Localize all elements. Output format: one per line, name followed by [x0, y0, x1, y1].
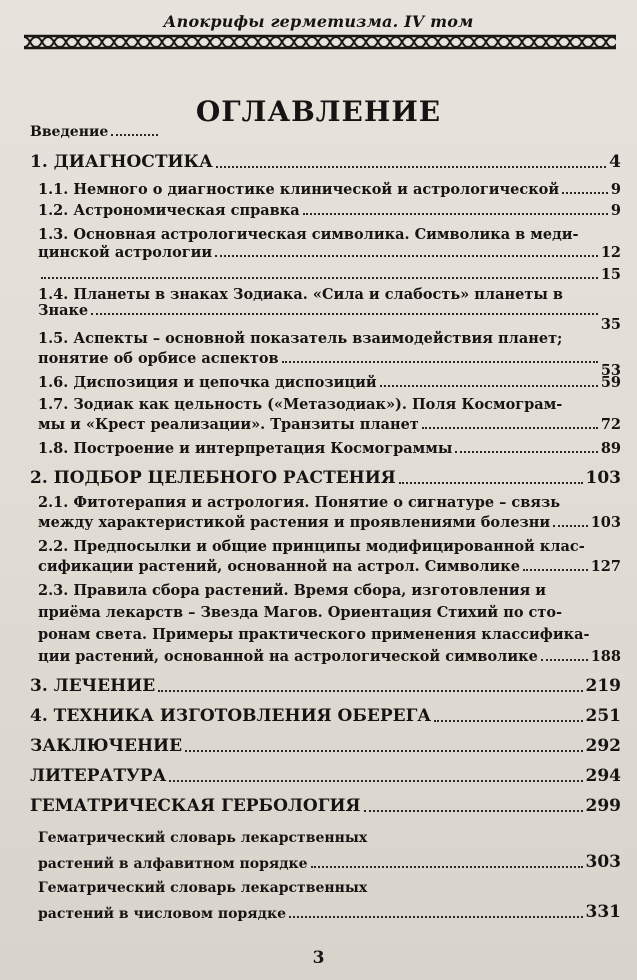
toc-entry-page: 9 — [610, 202, 621, 219]
dot-leader — [169, 780, 582, 782]
dot-leader — [185, 750, 582, 752]
dot-leader — [289, 916, 583, 918]
toc-entry-title-line: 1.7. Зодиак как цельность («Метазодиак»). Поля Космограм- — [38, 396, 563, 413]
toc-entry-title: цинской астрологии — [38, 244, 213, 261]
toc-entry-title-line: Гематрический словарь лекарственных — [38, 830, 368, 846]
toc-entry-title: 1. ДИАГНОСТИКА — [30, 152, 213, 172]
dot-leader — [434, 720, 582, 722]
toc-entry-page: 35 — [600, 316, 621, 333]
toc-entry-title: ЗАКЛЮЧЕНИЕ — [30, 736, 183, 756]
dot-leader — [562, 192, 608, 194]
dot-leader — [553, 525, 588, 527]
dot-leader — [216, 166, 606, 168]
toc-entry-title-line: 2.2. Предпосылки и общие принципы модифицированной клас- — [38, 538, 585, 555]
toc-entry-title: Введение — [30, 124, 109, 140]
toc-entry-page: 303 — [585, 852, 621, 872]
toc-entry-page: 299 — [585, 796, 621, 816]
toc-entry-page: 219 — [585, 676, 621, 696]
toc-entry-title: сификации растений, основанной на астрол. Символике — [38, 558, 521, 575]
toc-entry-title: 3. ЛЕЧЕНИЕ — [30, 676, 156, 696]
toc-entry-title-line: 2.3. Правила сбора растений. Время сбора, изготовления и — [38, 582, 546, 599]
toc-entry-title: растений в алфавитном порядке — [38, 856, 308, 872]
toc-entry-page: 251 — [585, 706, 621, 726]
dot-leader — [455, 451, 597, 453]
toc-entry-page: 103 — [585, 468, 621, 488]
toc-entry-title-line: 1.5. Аспекты – основной показатель взаимодействия планет; — [38, 330, 563, 347]
toc-entry-title: растений в числовом порядке — [38, 906, 286, 922]
toc-entry-title: ЛИТЕРАТУРА — [30, 766, 167, 786]
toc-entry-page: 294 — [585, 766, 621, 786]
toc-entry-title: 1.2. Астрономическая справка — [38, 202, 300, 219]
dot-leader — [541, 659, 588, 661]
toc-entry-page: 4 — [609, 152, 621, 172]
toc-entry-page: 331 — [585, 902, 621, 922]
dot-leader — [41, 277, 598, 279]
dot-leader — [158, 690, 582, 692]
dot-leader — [91, 313, 598, 315]
toc-entry-page: 103 — [590, 514, 621, 531]
toc-entry-title: Знаке — [38, 302, 89, 319]
toc-entry-page: 53 — [600, 362, 621, 379]
toc-entry-title-line: 1.4. Планеты в знаках Зодиака. «Сила и слабость» планеты в — [38, 286, 563, 303]
toc-entry-page: 12 — [600, 244, 621, 261]
toc-entry-page: 292 — [585, 736, 621, 756]
running-header: Апокрифы герметизма. IV том — [163, 12, 474, 31]
toc-entry-page: 59 — [600, 374, 621, 391]
toc-entry-title: мы и «Крест реализации». Транзиты планет — [38, 416, 419, 433]
dot-leader — [303, 213, 608, 215]
toc-entry-title: 1.8. Построение и интерпретация Космограммы — [38, 440, 453, 457]
page-number: 3 — [312, 948, 325, 968]
toc-entry-title-line: ронам света. Примеры практического применения классифика- — [38, 626, 590, 643]
dot-leader — [364, 810, 583, 812]
toc-entry-title-line: 2.1. Фитотерапия и астрология. Понятие о сигнатуре – связь — [38, 494, 561, 511]
dot-leader — [422, 427, 598, 429]
toc-entry-page: 72 — [600, 416, 621, 433]
toc-entry-page: 188 — [590, 648, 621, 665]
dot-leader — [399, 482, 583, 484]
dot-leader — [523, 569, 588, 571]
toc-heading: ОГЛАВЛЕНИЕ — [195, 95, 442, 128]
toc-entry-page: 9 — [610, 181, 621, 198]
toc-entry-page: 127 — [590, 558, 621, 575]
toc-entry-title-line: 1.3. Основная астрологическая символика. Символика в меди- — [38, 226, 579, 243]
toc-entry-title: 1.1. Немного о диагностике клинической и астрологической — [38, 181, 560, 198]
toc-entry-page: 15 — [600, 266, 621, 283]
toc-entry-title: между характеристикой растения и проявлениями болезни — [38, 514, 551, 531]
dot-leader — [111, 134, 158, 136]
dot-leader — [380, 385, 598, 387]
dot-leader — [282, 361, 598, 363]
toc-entry-title-line: Гематрический словарь лекарственных — [38, 880, 368, 896]
toc-entry-title: 1.6. Диспозиция и цепочка диспозиций — [38, 374, 377, 391]
toc-entry-title: понятие об орбисе аспектов — [38, 350, 279, 367]
toc-entry-title: ции растений, основанной на астрологической символике — [38, 648, 538, 665]
toc-entry-page: 89 — [600, 440, 621, 457]
toc-entry-title: ГЕМАТРИЧЕСКАЯ ГЕРБОЛОГИЯ — [30, 796, 361, 816]
toc-entry-title: 4. ТЕХНИКА ИЗГОТОВЛЕНИЯ ОБЕРЕГА — [30, 706, 432, 726]
dot-leader — [215, 255, 598, 257]
dot-leader — [311, 866, 583, 868]
toc-entry-title-line: приёма лекарств – Звезда Магов. Ориентация Стихий по сто- — [38, 604, 563, 621]
toc-entry-title: 2. ПОДБОР ЦЕЛЕБНОГО РАСТЕНИЯ — [30, 468, 396, 488]
